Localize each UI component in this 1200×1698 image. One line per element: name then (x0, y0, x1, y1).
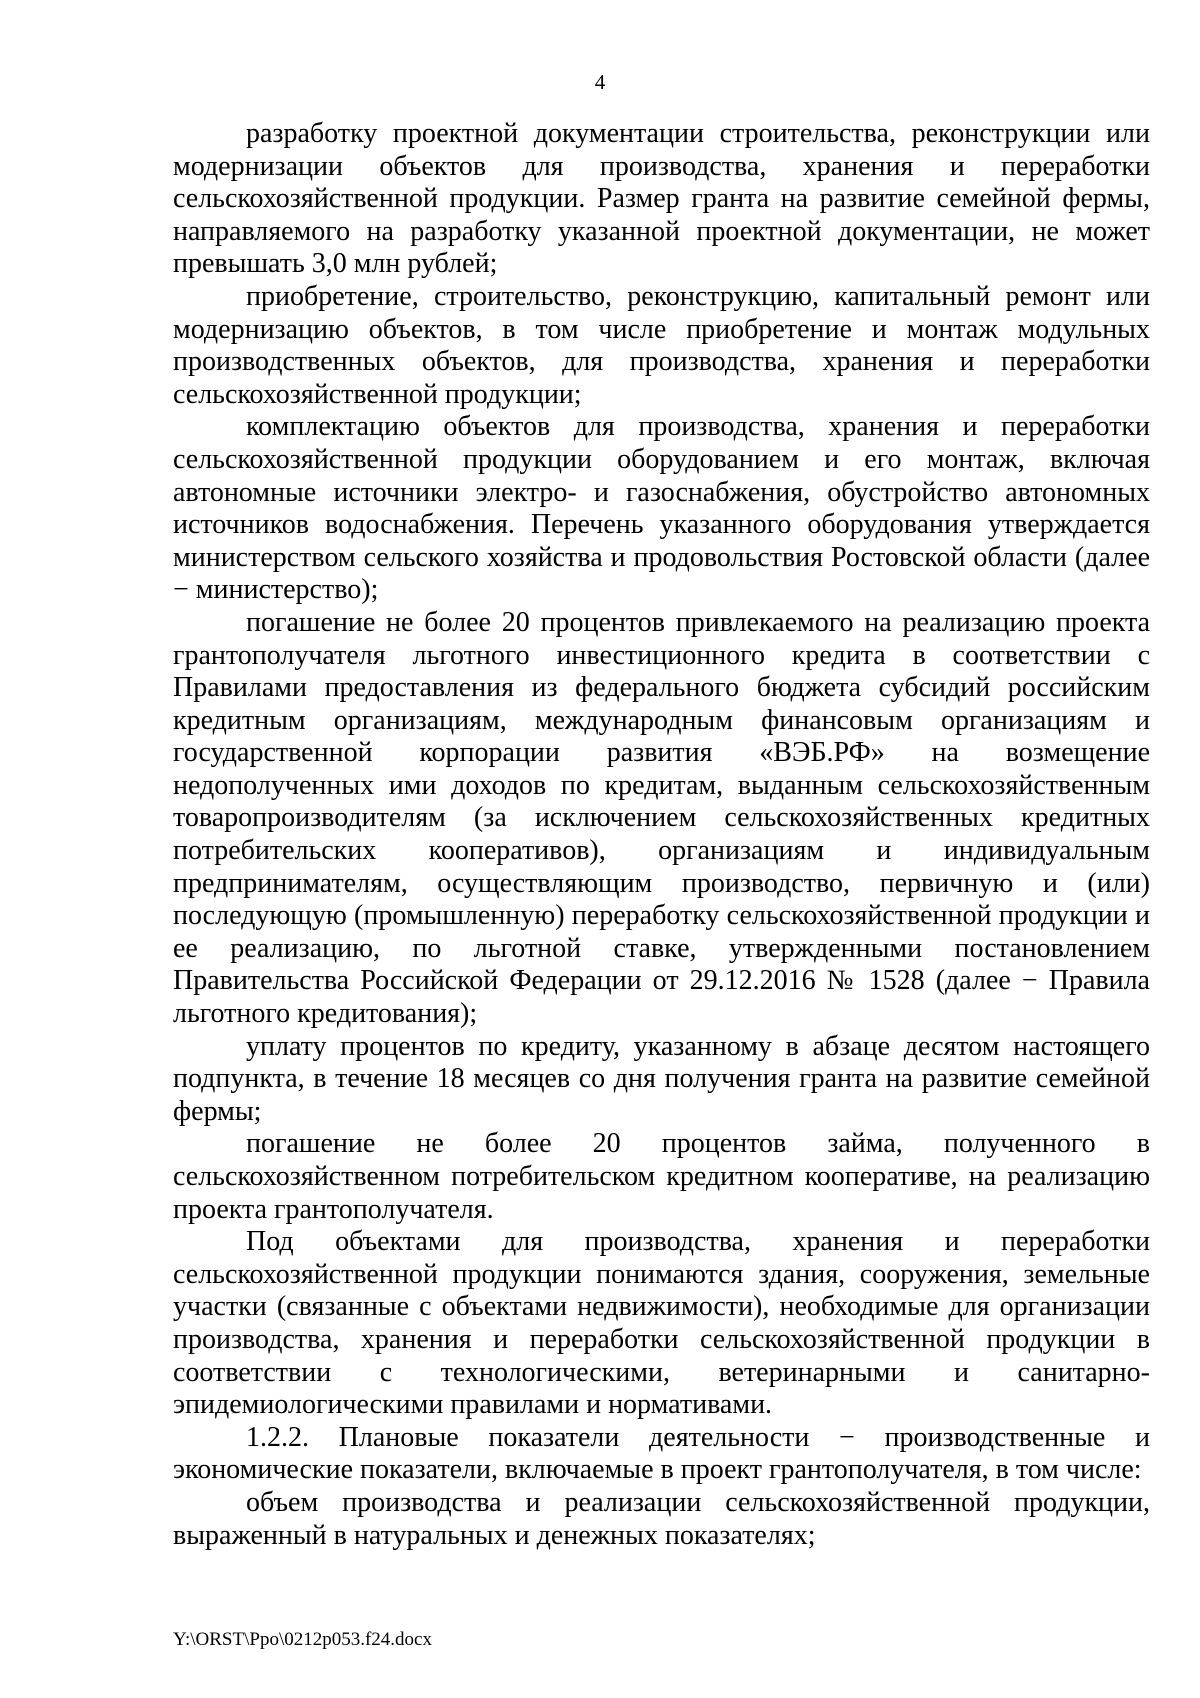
document-body (173, 118, 1150, 1552)
paragraph: Под объектами для производства, хранения и переработки сельскохозяйственной продукции понимаются здания, сооружения, земельные участки (связанные с объектами недвижимости), необходимые для организации производства, хранения и переработки сельскохозяйственной продукции в соответствии с технологическими, ветеринарными и санитарно-эпидемиологическими правилами и нормативами. (173, 1226, 1150, 1421)
paragraph: приобретение, строительство, реконструкцию, капитальный ремонт или модернизацию объектов, в том числе приобретение и монтаж модульных производственных объектов, для производства, хранения и переработки сельскохозяйственной продукции; (173, 280, 1150, 410)
paragraph: комплектацию объектов для производства, хранения и переработки сельскохозяйственной продукции оборудованием и его монтаж, включая автономные источники электро- и газоснабжения, обустройство автономных источников водоснабжения. Перечень указанного оборудования утверждается министерством сельского хозяйства и продовольствия Ростовской области (далее − министерство); (173, 411, 1150, 606)
paragraph: погашение не более 20 процентов займа, полученного в сельскохозяйственном потребительском кредитном кооперативе, на реализацию проекта грантополучателя. (173, 1128, 1150, 1225)
paragraph: уплату процентов по кредиту, указанному в абзаце десятом настоящего подпункта, в течение 18 месяцев со дня получения гранта на развитие семейной фермы; (173, 1030, 1150, 1127)
paragraph: погашение не более 20 процентов привлекаемого на реализацию проекта грантополучателя льготного инвестиционного кредита в соответствии с Правилами предоставления из федерального бюджета субсидий российским кредитным организациям, международным финансовым организациям и государственной корпорации развития «ВЭБ.РФ» на возмещение недополученных ими доходов по кредитам, выданным сельскохозяйственным товаропроизводителям (за исключением сельскохозяйственных кредитных потребительских кооперативов), организациям и индивидуальным предпринимателям, осуществляющим производство, первичную и (или) последующую (промышленную) переработку сельскохозяйственной продукции и ее реализацию, по льготной ставке, утвержденными постановлением Правительства Российской Федерации от 29.12.2016 № 1528 (далее − Правила льготного кредитования); (173, 606, 1150, 1030)
paragraph: объем производства и реализации сельскохозяйственной продукции, выраженный в натуральных и денежных показателях; (173, 1486, 1150, 1551)
page-number: 4 (594, 70, 606, 94)
paragraph: 1.2.2. Плановые показатели деятельности − производственные и экономические показатели, включаемые в проект грантополучателя, в том числе: (173, 1421, 1150, 1486)
footer-file-path: Y:\ORST\Ppo\0212p053.f24.docx (173, 1629, 432, 1650)
paragraph: разработку проектной документации строительства, реконструкции или модернизации объектов для производства, хранения и переработки сельскохозяйственной продукции. Размер гранта на развитие семейной фермы, направляемого на разработку указанной проектной документации, не может превышать 3,0 млн рублей; (173, 118, 1150, 280)
